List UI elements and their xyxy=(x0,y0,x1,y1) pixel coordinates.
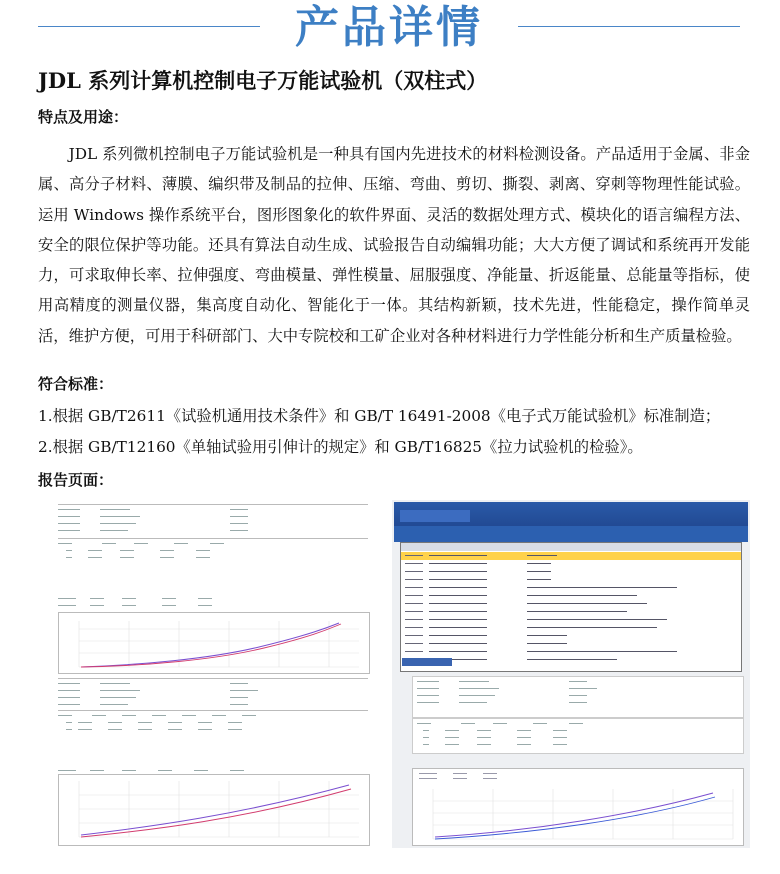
report-curve-chart-2 xyxy=(58,774,370,846)
section-header xyxy=(0,0,780,58)
screenshot-report-form xyxy=(412,676,744,718)
features-paragraph: JDL 系列微机控制电子万能试验机是一种具有国内先进技术的材料检测设备。产品适用于金属、非金属、高分子材料、薄膜、编织带及制品的拉伸、压缩、弯曲、剪切、撕裂、剥离、穿刺等物理性能试验。运用 Windows 操作系统平台，图形图象化的软件界面、灵活的数据处理方式、模块化的语言编程方法、安全的限位保护等功能。还具有算法自动生成、试验报告自动编辑功能；大大方便了调试和系统再开发能力，可求取伸长率、拉伸强度、弯曲模量、弹性模量、屈服强度、净能量、折返能量、总能量等指标，使用高精度的测量仪器，集高度自动化、智能化于一体。其结构新颖，技术先进，性能稳定，操作简单灵活，维护方便，可用于科研部门、大中专院校和工矿企业对各种材料进行力学性能分析和生产质量检验。 xyxy=(38,145,750,345)
screenshot-curve-chart xyxy=(412,768,744,846)
report-curve-chart-1 xyxy=(58,612,370,674)
test-standard-list xyxy=(400,542,742,672)
header-divider-left xyxy=(38,26,260,27)
report-form-header xyxy=(58,504,368,535)
standards-heading: 符合标准： xyxy=(38,375,114,393)
report-table-3 xyxy=(58,710,368,734)
features-heading: 特点及用途： xyxy=(38,108,129,126)
software-active-tab xyxy=(402,658,452,666)
product-title: JDL 系列计算机控制电子万能试验机（双柱式） xyxy=(38,68,488,93)
report-software-screenshot xyxy=(392,500,750,848)
software-menubar xyxy=(394,526,748,542)
report-heading: 报告页面： xyxy=(38,471,114,489)
standard-item-1: 1.根据 GB/T2611《试验机通用技术条件》和 GB/T 16491-2008《电子式万能试验机》标准制造； xyxy=(38,407,721,425)
screenshot-result-table xyxy=(412,718,744,754)
section-title: 产品详情 xyxy=(295,2,483,53)
report-form-header-2 xyxy=(58,678,368,709)
report-sheet-image xyxy=(54,500,372,848)
header-divider-right xyxy=(518,26,740,27)
report-table-1 xyxy=(58,538,368,562)
standard-item-2: 2.根据 GB/T12160《单轴试验用引伸计的规定》和 GB/T16825《拉力试验机的检验》。 xyxy=(38,438,643,456)
